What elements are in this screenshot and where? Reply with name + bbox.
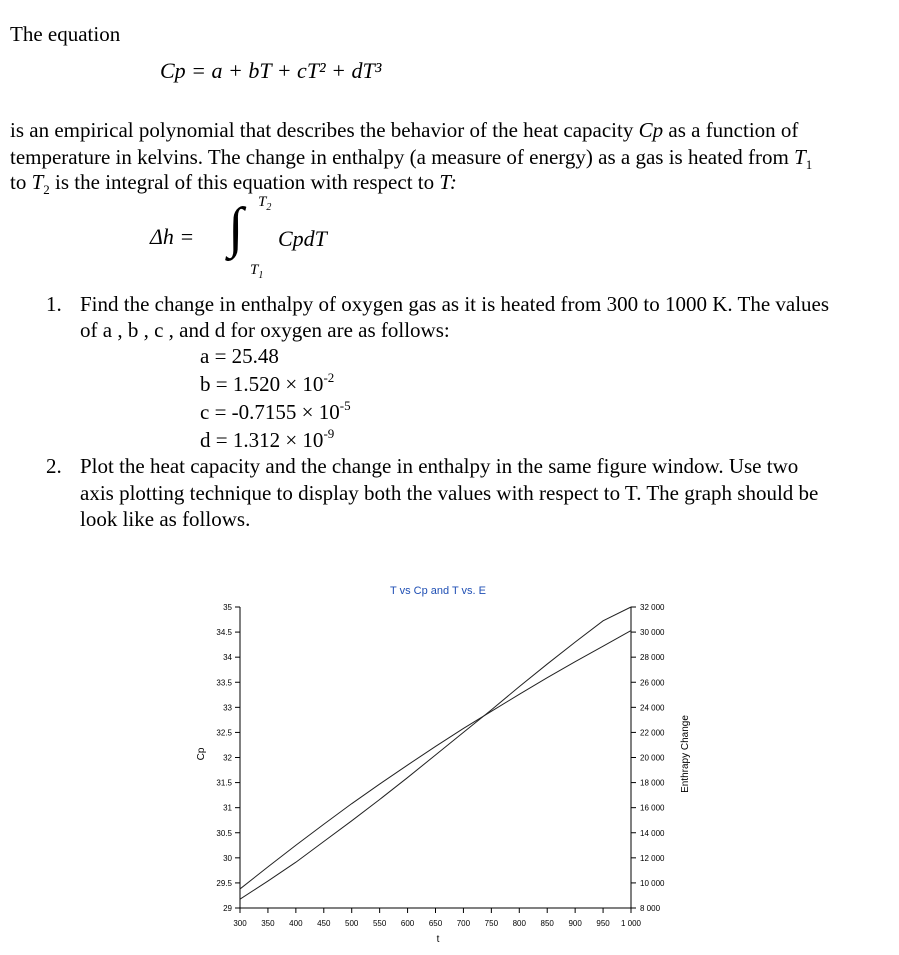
x-tick-label: 450	[317, 919, 331, 928]
x-tick-label: 850	[540, 919, 554, 928]
coefficient-b: $b = 1.520 \times 10^{-2}$	[200, 370, 335, 396]
para1-text-e: is the integral of this equation with respect to	[49, 170, 440, 194]
x-tick-label: 650	[428, 919, 443, 928]
chart-title: T vs Cp and T vs. E	[390, 585, 486, 597]
x-tick-label: 750	[484, 919, 499, 928]
y-right-tick-label: 16 000	[640, 803, 665, 813]
x-tick-label: 600	[400, 919, 415, 928]
x-tick-label: 700	[456, 919, 471, 928]
y-right-tick-label: 18 000	[640, 778, 665, 788]
y-right-tick-label: 22 000	[640, 728, 665, 738]
para1-text-b: as a function of	[663, 118, 799, 142]
paragraph-line-2: temperature in kelvins. The change in enthalpy (a measure of energy) as a gas is heated from $T_1$	[10, 145, 813, 173]
x-tick-label: 900	[568, 919, 582, 928]
y-right-tick-label: 14 000	[640, 828, 665, 838]
y-left-tick-label: 30	[223, 853, 232, 863]
y-right-tick-label: 10 000	[640, 878, 665, 888]
question-2-line-2: axis plotting technique to display both the values with respect to T. The graph should be	[80, 481, 819, 505]
cp-equation: Cp = a + bT + cT² + dT³	[160, 58, 382, 83]
chart-ylabel-right: Enthrapy Change	[680, 715, 691, 793]
cp-series-line	[240, 631, 631, 889]
chart-xlabel: t	[436, 934, 440, 945]
y-left-tick-label: 31	[223, 803, 232, 813]
cp-enthalpy-chart	[0, 570, 899, 955]
y-left-tick-label: 34.5	[216, 628, 232, 638]
y-left-tick-label: 32.5	[216, 728, 232, 738]
x-tick-label: 500	[345, 919, 359, 928]
para1-t1: T	[794, 145, 806, 169]
para1-text-a: is an empirical polynomial that describes the behavior of the heat capacity	[10, 118, 639, 142]
enthalpy-series-line	[240, 607, 631, 899]
y-right-tick-label: 24 000	[640, 703, 665, 713]
integral-lhs: Δh =	[150, 224, 195, 249]
integral-sign: ∫	[228, 197, 244, 259]
coefficient-c: $c = -0.7155 \times 10^{-5}$	[200, 398, 351, 424]
question-2-number: 2.	[46, 454, 62, 478]
x-tick-label: 400	[289, 919, 303, 928]
integral-lower-limit: $T_1$	[250, 262, 264, 281]
y-right-tick-label: 20 000	[640, 753, 665, 763]
para1-t: T:	[439, 170, 457, 194]
y-left-tick-label: 31.5	[216, 778, 232, 788]
question-2-line-3: look like as follows.	[80, 507, 251, 531]
y-right-tick-label: 12 000	[640, 853, 665, 863]
y-left-tick-label: 29	[223, 904, 232, 913]
x-tick-label: 550	[372, 919, 387, 928]
y-right-tick-label: 30 000	[640, 628, 665, 638]
x-tick-label: 950	[596, 919, 610, 928]
x-tick-label: 800	[512, 919, 526, 928]
x-tick-label: 350	[261, 919, 275, 928]
chart-ylabel-left: Cp	[196, 747, 207, 761]
paragraph-line-3: to $T_2$ is the integral of this equation with respect to T:	[10, 170, 457, 198]
question-1-line-2: of a , b , c , and d for oxygen are as follows:	[80, 318, 450, 342]
y-left-tick-label: 33	[223, 703, 232, 713]
question-1-number: 1.	[46, 292, 62, 316]
coefficient-d: $d = 1.312 \times 10^{-9}$	[200, 426, 335, 452]
coefficient-a: a = 25.48	[200, 344, 279, 368]
integral-upper-limit: $T_2$	[258, 194, 272, 213]
para1-t2: T	[31, 170, 44, 194]
para1-cp: Cp	[638, 118, 664, 142]
para1-text-c: temperature in kelvins. The change in enthalpy (a measure of energy) as a gas is heated from	[10, 145, 795, 169]
x-tick-label: 300	[233, 919, 247, 928]
intro-text: The equation	[10, 22, 121, 46]
y-left-tick-label: 33.5	[216, 678, 232, 688]
y-left-tick-label: 30.5	[216, 828, 232, 838]
integrand: CpdT	[278, 226, 327, 251]
para1-text-d: to	[10, 170, 32, 194]
x-tick-label: 1 000	[620, 919, 642, 928]
y-right-tick-label: 8 000	[640, 904, 661, 913]
y-left-tick-label: 35	[223, 603, 232, 612]
y-left-tick-label: 34	[223, 653, 232, 663]
y-right-tick-label: 26 000	[640, 678, 665, 688]
y-right-tick-label: 32 000	[640, 603, 665, 612]
y-right-tick-label: 28 000	[640, 653, 665, 663]
y-left-tick-label: 29.5	[216, 878, 232, 888]
y-left-tick-label: 32	[223, 753, 232, 763]
question-2-line-1: Plot the heat capacity and the change in enthalpy in the same figure window. Use two	[80, 454, 799, 478]
paragraph-line-1	[10, 118, 798, 143]
question-1-line-1: Find the change in enthalpy of oxygen gas as it is heated from 300 to 1000 K. The values	[80, 292, 830, 316]
